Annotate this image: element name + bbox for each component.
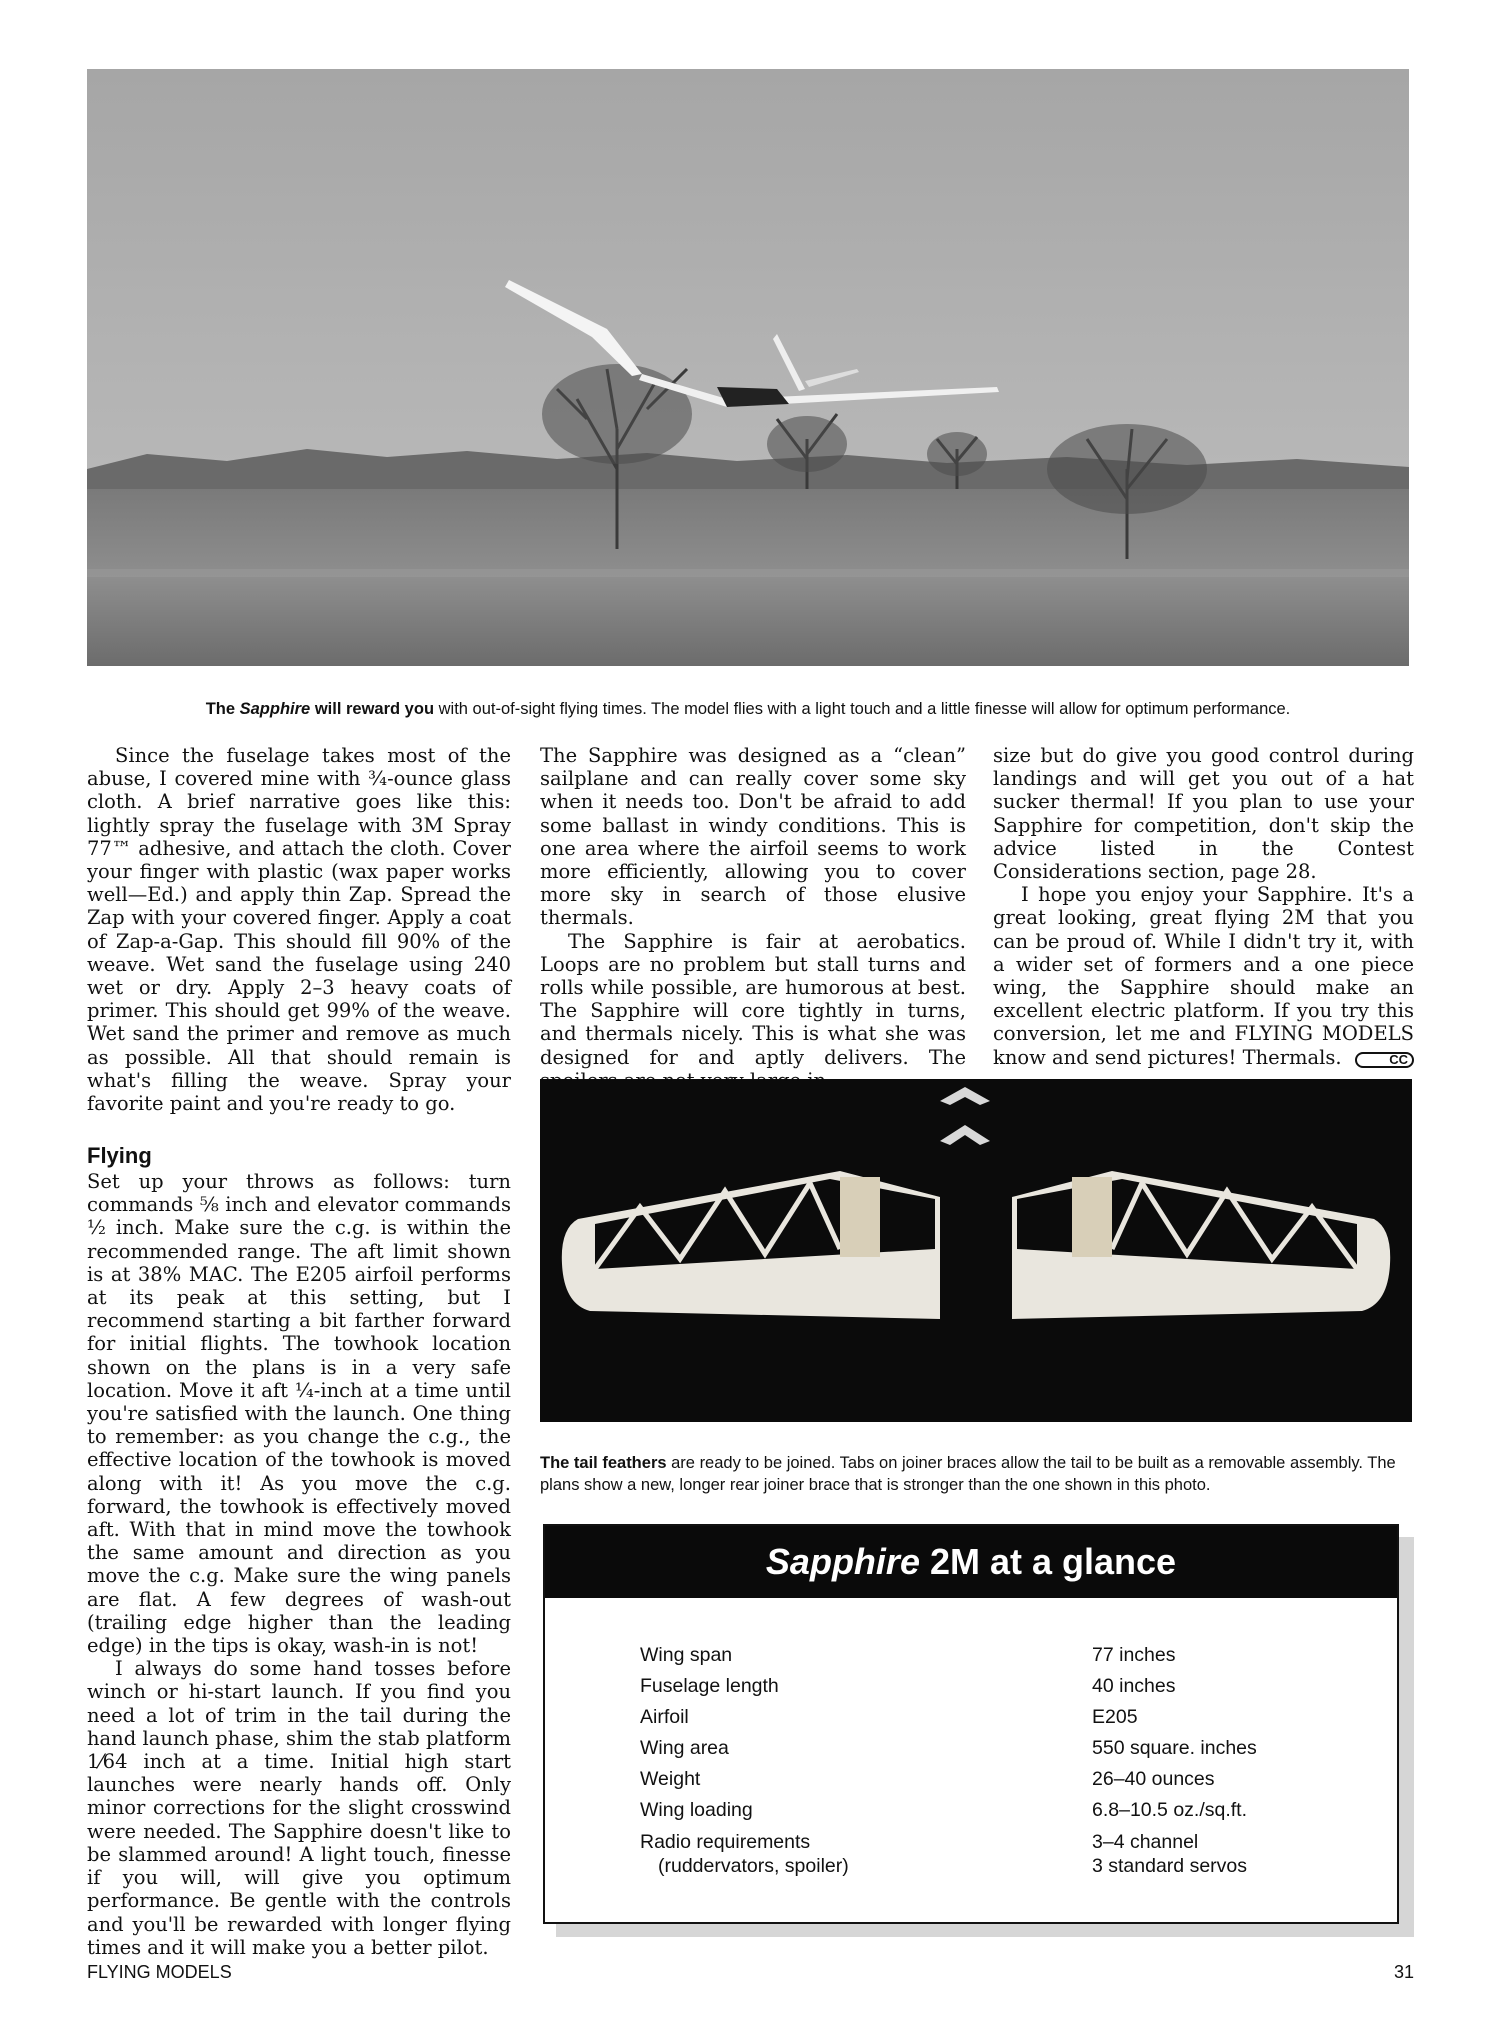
spec-row — [640, 1733, 1340, 1764]
page-number: 31 — [1393, 1962, 1414, 1982]
caption-rest: with out-of-sight flying times. The model flies with a light touch and a little finesse will allow for optimum performance. — [434, 700, 1291, 718]
spec-box — [543, 1524, 1399, 1924]
paragraph-spoilers: size but do give you good control during landings and will get you out of a hat sucker thermal! If you plan to use your Sapphire for competition, don't skip the advice listed in the Contest Considerations section, page 28. — [993, 744, 1414, 884]
caption-bold-tail: will reward you — [310, 700, 435, 718]
spec-value — [1092, 1830, 1340, 1878]
radio-label: Radio requirements — [640, 1831, 811, 1853]
caption-bold-lead: The — [205, 700, 240, 718]
spec-label: Wing area — [640, 1737, 729, 1759]
spec-row-radio — [640, 1826, 1340, 1878]
end-of-article-mark: CC — [1355, 1052, 1414, 1068]
paragraph-clean-sailplane: The Sapphire was designed as a “clean” sailplane and can really cover some sky when it needs too. Don't be afraid to add some ballast in windy conditions. This is one area where the airfoil seems to work more efficiently, allowing you to cover more sky in search of those elusive thermals. — [540, 744, 966, 930]
radio-value: 3–4 channel — [1092, 1831, 1199, 1853]
radio-value-detail: 3 standard servos — [1092, 1855, 1248, 1877]
spec-box-title — [545, 1526, 1397, 1598]
radio-label-detail: (ruddervators, spoiler) — [658, 1855, 849, 1877]
tail-feathers-photo — [540, 1079, 1412, 1422]
spec-label: Wing span — [640, 1644, 733, 1666]
spec-table — [640, 1640, 1340, 1878]
article-column-2 — [540, 744, 966, 1092]
section-heading-flying: Flying — [87, 1143, 152, 1168]
spec-value: 550 square. inches — [1092, 1737, 1257, 1759]
caption-italic-name: Sapphire — [239, 700, 311, 718]
conclusion-text: I hope you enjoy your Sapphire. It's a great looking, great flying 2M that you can be proud of. While I didn't try it, with a wider set of formers and a one piece wing, the Sapphire should make an excellent electric platform. If you try this conversion, let me and FLYING MODELS know and send pictures! Thermals. — [993, 883, 1414, 1069]
paragraph-covering: Since the fuselage takes most of the abuse, I covered mine with ¾-ounce glass cloth. A brief narrative goes like this: lightly spray the fuselage with 3M Spray 77™ adhesive, and attach the cloth. Cover your finger with plastic (wax paper works well—Ed.) and apply thin Zap. Spread the Zap with your covered finger. Apply a coat of Zap-a-Gap. This should fill 90% of the weave. Wet sand the fuselage using 240 wet or dry. Apply 2–3 heavy coats of primer. This should get 99% of the weave. Wet sand the primer and remove as much as possible. All that should remain is what's filling the weave. Spray your favorite paint and you're ready to go. — [87, 744, 511, 1116]
paragraph-conclusion — [993, 883, 1414, 1069]
spec-value: 40 inches — [1092, 1675, 1176, 1697]
caption-tail-bold: The tail feathers — [540, 1454, 667, 1472]
spec-label: Fuselage length — [640, 1675, 779, 1697]
spec-row — [640, 1764, 1340, 1795]
spec-value: E205 — [1092, 1706, 1138, 1728]
paragraph-hand-tosses: I always do some hand tosses before winch or hi-start launch. If you find you need a lot of trim in the tail during the hand launch phase, shim the stab platform 1⁄64 inch at a time. Initial high start launches were nearly hands off. Only minor corrections for the slight crosswind were needed. The Sapphire doesn't like to be slammed around! A light touch, finesse if you will, will give you optimum performance. Be gentle with the controls and you'll be rewarded with longer flying times and it will make you a better pilot. — [87, 1657, 511, 1959]
spec-row — [640, 1702, 1340, 1733]
spec-label — [640, 1830, 1092, 1878]
article-column-1-bottom — [87, 1170, 511, 1959]
spec-row — [640, 1795, 1340, 1826]
spec-value: 26–40 ounces — [1092, 1768, 1215, 1790]
spec-title-rest: 2M at a glance — [919, 1541, 1177, 1582]
photo-caption-tail — [540, 1452, 1414, 1496]
article-column-1-top — [87, 744, 511, 1115]
caption-tail-rest: are ready to be joined. Tabs on joiner braces allow the tail to be built as a removable assembly. The plans show a new, longer rear joiner brace that is stronger than the one shown in this photo. — [540, 1454, 1396, 1494]
spec-row — [640, 1671, 1340, 1702]
spec-value: 77 inches — [1092, 1644, 1176, 1666]
photo-caption-top — [87, 698, 1409, 720]
spec-label: Wing loading — [640, 1799, 753, 1821]
footer-magazine-name: FLYING MODELS — [87, 1962, 232, 1982]
spec-label: Airfoil — [640, 1706, 689, 1728]
spec-row — [640, 1640, 1340, 1671]
spec-value: 6.8–10.5 oz./sq.ft. — [1092, 1799, 1248, 1821]
spec-label: Weight — [640, 1768, 701, 1790]
glider-flight-photo — [87, 69, 1409, 666]
article-column-3 — [993, 744, 1414, 1069]
paragraph-throws: Set up your throws as follows: turn commands ⅝ inch and elevator commands ½ inch. Make sure the c.g. is within the recommended range. The aft limit shown is at 38% MAC. The E205 airfoil performs at its peak at this setting, but I recommend starting a bit farther forward for initial flights. The towhook location shown on the plans is in a very safe location. Move it aft ¼-inch at a time until you're satisfied with the launch. One thing to remember: as you change the c.g., the effective location of the towhook is moved along with it! As you move the c.g. forward, the towhook is effectively moved aft. With that in mind move the towhook the same amount and direction as you move the c.g. Make sure the wing panels are flat. A few degrees of wash-out (trailing edge higher than the leading edge) in the tips is okay, wash-in is not! — [87, 1170, 511, 1658]
paragraph-aerobatics: The Sapphire is fair at aerobatics. Loops are no problem but stall turns and rolls while possible, are humorous at best. The Sapphire will core tightly in turns, and thermals nicely. This is what she was designed for and aptly delivers. The — [540, 929, 966, 1069]
spec-title-name: Sapphire — [765, 1541, 920, 1582]
